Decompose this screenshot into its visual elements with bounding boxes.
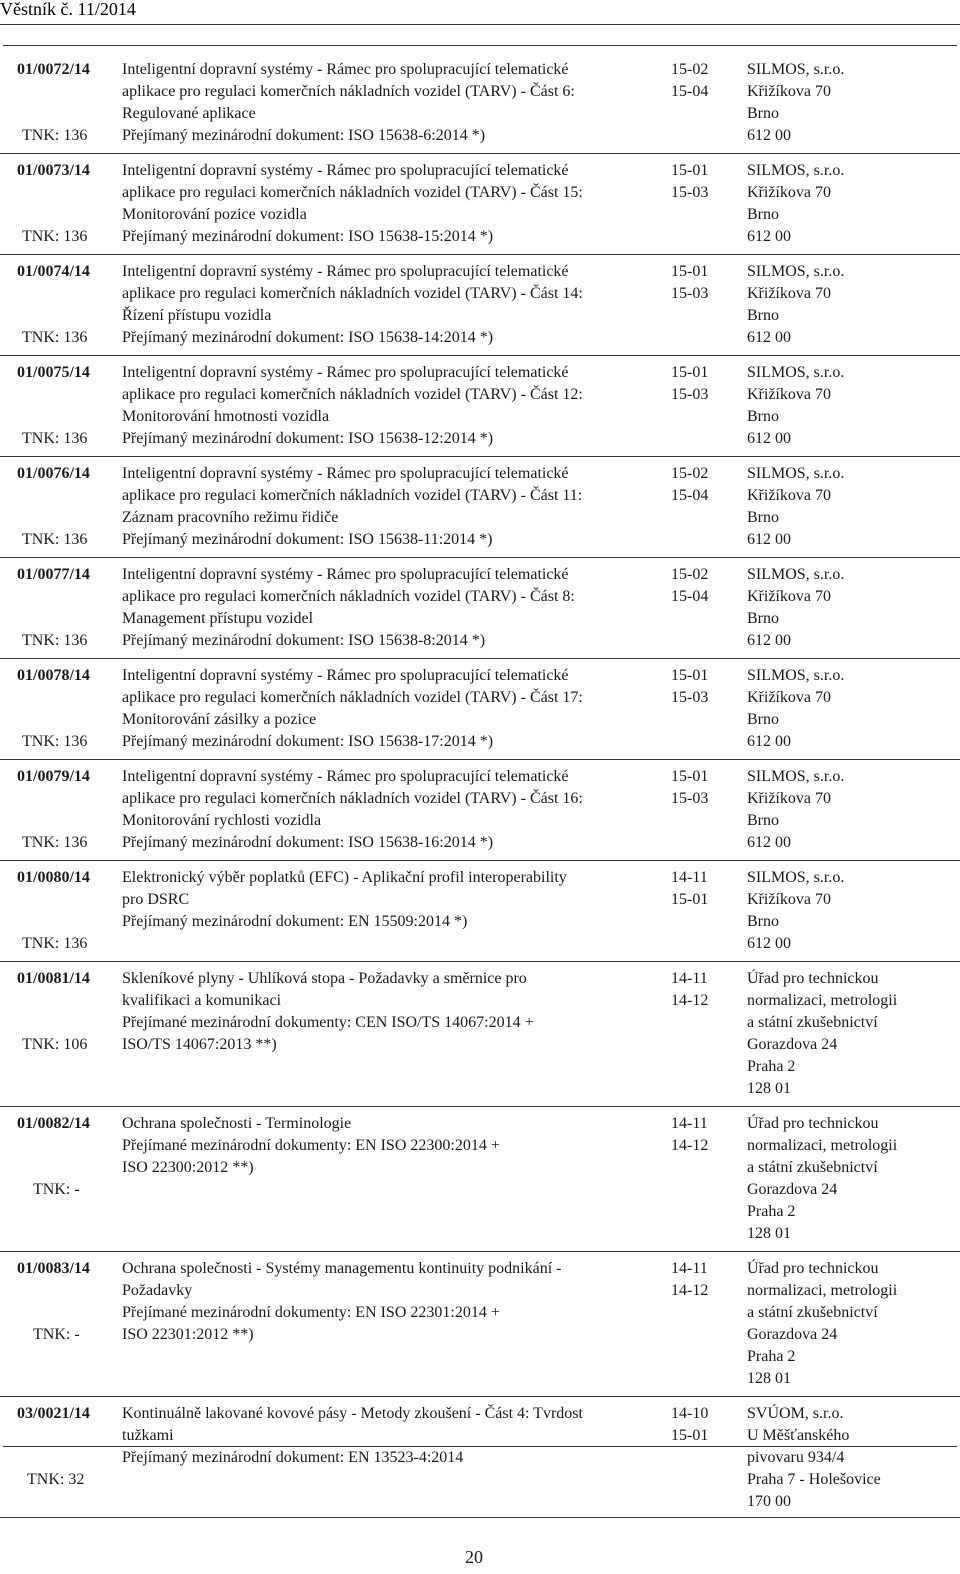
record-adopted-document: Přejímané mezinárodní dokumenty: EN ISO 22300:2014 + ISO 22300:2012 **) [122,1137,500,1176]
record-adopted-document: Přejímané mezinárodní dokumenty: CEN ISO/TS 14067:2014 + ISO/TS 14067:2013 **) [122,1014,534,1053]
record-row [0,59,960,154]
record-title: Ochrana společnosti - Systémy managementu kontinuity podnikání - Požadavky [122,1260,562,1299]
record-date: 15-03 [671,386,709,403]
address-line: U Měšťanského [747,1427,850,1444]
record-adopted-document: Přejímaný mezinárodní dokument: ISO 15638-8:2014 *) [122,632,486,649]
record-adopted-document: Přejímaný mezinárodní dokument: ISO 15638-16:2014 *) [122,834,494,851]
record-tnk: TNK: 136 [22,531,88,548]
record-date: 15-04 [671,83,709,100]
journal-header [0,0,136,22]
record-title: Elektronický výběr poplatků (EFC) - Aplikační profil interoperability pro DSRC [122,869,567,908]
record-dates [671,463,708,507]
record-number: 03/0021/14 [17,1405,90,1422]
record-date: 15-02 [671,566,709,583]
address-line: Křižíkova 70 [747,285,831,302]
record-adopted-document: Přejímaný mezinárodní dokument: ISO 15638-14:2014 *) [122,329,494,346]
record-tnk: TNK: 136 [22,228,88,245]
record-dates [671,564,708,608]
record-title: Skleníkové plyny - Uhlíková stopa - Požadavky a směrnice pro kvalifikaci a komunikaci [122,970,527,1009]
address-line: Křižíkova 70 [747,386,831,403]
record-tnk: TNK: 136 [22,632,88,649]
record-tnk: TNK: 106 [22,1036,88,1053]
record-tnk: TNK: - [33,1326,80,1343]
journal-title: Věstník č. 11/2014 [0,0,136,19]
record-tnk: TNK: 136 [22,834,88,851]
address-line: 128 01 [747,1080,791,1097]
table-bottom-rule [3,1446,957,1447]
record-title: Kontinuálně lakované kovové pásy - Metody zkoušení - Část 4: Tvrdost tužkami [122,1405,583,1444]
record-tnk: TNK: 136 [22,329,88,346]
address-line: Brno [747,105,779,122]
record-processor-address [747,1258,897,1390]
address-line: SILMOS, s.r.o. [747,768,845,785]
record-row [0,867,960,962]
record-number: 01/0078/14 [17,667,90,684]
record-dates [671,1113,708,1157]
record-title: Inteligentní dopravní systémy - Rámec pro spolupracující telematické aplikace pro regulaci komerčních nákladních vozidel (TARV) - Část 11: Záznam pracovního režimu řidiče [122,465,583,526]
address-line: Gorazdova 24 [747,1326,838,1343]
record-dates [671,160,708,204]
address-line: Praha 2 [747,1203,796,1220]
address-line: Praha 2 [747,1348,796,1365]
record-dates [671,1258,708,1302]
record-row [0,463,960,558]
address-line: a státní zkušebnictví [747,1159,878,1176]
record-dates [671,766,708,810]
address-line: Brno [747,711,779,728]
record-processor-address [747,665,844,753]
address-line: Gorazdova 24 [747,1181,838,1198]
record-row [0,564,960,659]
record-dates [671,59,708,103]
address-line: Gorazdova 24 [747,1036,838,1053]
record-adopted-document: Přejímaný mezinárodní dokument: EN 15509:2014 *) [122,913,468,930]
record-date: 14-12 [671,1282,709,1299]
record-number: 01/0072/14 [17,61,90,78]
address-line: Křižíkova 70 [747,588,831,605]
address-line: 612 00 [747,127,791,144]
address-line: Křižíkova 70 [747,689,831,706]
record-processor-address [747,59,844,147]
record-date: 15-01 [671,667,709,684]
record-date: 15-01 [671,768,709,785]
record-title: Inteligentní dopravní systémy - Rámec pro spolupracující telematické aplikace pro regulaci komerčních nákladních vozidel (TARV) - Část 17: Monitorování zásilky a pozice [122,667,583,728]
record-title: Inteligentní dopravní systémy - Rámec pro spolupracující telematické aplikace pro regulaci komerčních nákladních vozidel (TARV) - Část 12: Monitorování hmotnosti vozidla [122,364,583,425]
record-processor-address [747,867,844,955]
record-adopted-document: Přejímaný mezinárodní dokument: ISO 15638-17:2014 *) [122,733,494,750]
records-table [0,59,960,1518]
address-line: SILMOS, s.r.o. [747,162,845,179]
record-tnk: TNK: 136 [22,935,88,952]
record-date: 14-11 [671,869,708,886]
table-top-rule [3,45,957,46]
record-tnk: TNK: - [33,1181,80,1198]
record-dates [671,261,708,305]
record-processor-address [747,261,844,349]
record-date: 15-01 [671,364,709,381]
record-dates [671,362,708,406]
record-date: 15-03 [671,285,709,302]
address-line: SILMOS, s.r.o. [747,61,845,78]
record-number: 01/0083/14 [17,1260,90,1277]
record-row [0,968,960,1107]
record-number: 01/0076/14 [17,465,90,482]
record-number: 01/0077/14 [17,566,90,583]
record-date: 15-04 [671,588,709,605]
record-row [0,261,960,356]
address-line: Úřad pro technickou [747,970,879,987]
address-line: normalizaci, metrologii [747,992,898,1009]
record-title: Inteligentní dopravní systémy - Rámec pro spolupracující telematické aplikace pro regulaci komerčních nákladních vozidel (TARV) - Část 16: Monitorování rychlosti vozidla [122,768,583,829]
record-row [0,1113,960,1252]
record-title: Ochrana společnosti - Terminologie [122,1115,352,1132]
record-dates [671,968,708,1012]
record-processor-address [747,160,844,248]
address-line: pivovaru 934/4 [747,1449,845,1466]
address-line: Křižíkova 70 [747,184,831,201]
record-date: 14-11 [671,1115,708,1132]
address-line: Křižíkova 70 [747,790,831,807]
record-dates [671,867,708,911]
record-row [0,1258,960,1397]
record-number: 01/0079/14 [17,768,90,785]
record-tnk: TNK: 32 [27,1471,85,1488]
address-line: SILMOS, s.r.o. [747,869,845,886]
address-line: 612 00 [747,834,791,851]
record-processor-address [747,564,844,652]
address-line: Brno [747,307,779,324]
address-line: SILMOS, s.r.o. [747,263,845,280]
record-date: 15-04 [671,487,709,504]
record-processor-address [747,766,844,854]
address-line: 128 01 [747,1225,791,1242]
address-line: SILMOS, s.r.o. [747,465,845,482]
address-line: SVÚOM, s.r.o. [747,1405,844,1422]
header-rule [0,24,960,25]
address-line: 128 01 [747,1370,791,1387]
record-tnk: TNK: 136 [22,733,88,750]
address-line: Křižíkova 70 [747,487,831,504]
address-line: 612 00 [747,632,791,649]
address-line: 612 00 [747,430,791,447]
address-line: Brno [747,408,779,425]
record-title: Inteligentní dopravní systémy - Rámec pro spolupracující telematické aplikace pro regulaci komerčních nákladních vozidel (TARV) - Část 14: Řízení přístupu vozidla [122,263,583,324]
record-date: 15-03 [671,184,709,201]
record-adopted-document: Přejímaný mezinárodní dokument: ISO 15638-12:2014 *) [122,430,494,447]
address-line: Brno [747,206,779,223]
record-title: Inteligentní dopravní systémy - Rámec pro spolupracující telematické aplikace pro regulaci komerčních nákladních vozidel (TARV) - Část 15: Monitorování pozice vozidla [122,162,583,223]
record-date: 15-01 [671,263,709,280]
record-date: 15-02 [671,61,709,78]
record-processor-address [747,463,844,551]
record-date: 15-03 [671,689,709,706]
record-date: 15-01 [671,1427,709,1444]
record-number: 01/0082/14 [17,1115,90,1132]
record-row [0,665,960,760]
address-line: Úřad pro technickou [747,1260,879,1277]
address-line: 612 00 [747,228,791,245]
address-line: Brno [747,913,779,930]
record-dates [671,1403,708,1447]
record-adopted-document: Přejímané mezinárodní dokumenty: EN ISO 22301:2014 + ISO 22301:2012 **) [122,1304,500,1343]
address-line: SILMOS, s.r.o. [747,364,845,381]
record-tnk: TNK: 136 [22,127,88,144]
record-row [0,160,960,255]
address-line: Úřad pro technickou [747,1115,879,1132]
record-number: 01/0081/14 [17,970,90,987]
address-line: 612 00 [747,531,791,548]
record-row [0,1403,960,1518]
address-line: Praha 7 - Holešovice [747,1471,881,1488]
record-processor-address [747,1403,881,1513]
record-date: 15-02 [671,465,709,482]
record-processor-address [747,362,844,450]
record-number: 01/0073/14 [17,162,90,179]
address-line: a státní zkušebnictví [747,1014,878,1031]
address-line: SILMOS, s.r.o. [747,566,845,583]
address-line: a státní zkušebnictví [747,1304,878,1321]
record-adopted-document: Přejímaný mezinárodní dokument: ISO 15638-15:2014 *) [122,228,494,245]
address-line: Praha 2 [747,1058,796,1075]
address-line: normalizaci, metrologii [747,1282,898,1299]
record-adopted-document: Přejímaný mezinárodní dokument: EN 13523-4:2014 [122,1449,464,1466]
record-date: 14-11 [671,970,708,987]
address-line: 612 00 [747,935,791,952]
address-line: 170 00 [747,1493,791,1510]
address-line: normalizaci, metrologii [747,1137,898,1154]
record-adopted-document: Přejímaný mezinárodní dokument: ISO 15638-11:2014 *) [122,531,493,548]
record-date: 14-11 [671,1260,708,1277]
record-row [0,362,960,457]
address-line: Brno [747,509,779,526]
record-date: 15-01 [671,162,709,179]
record-dates [671,665,708,709]
address-line: SILMOS, s.r.o. [747,667,845,684]
record-number: 01/0080/14 [17,869,90,886]
address-line: 612 00 [747,329,791,346]
record-date: 14-10 [671,1405,709,1422]
record-row [0,766,960,861]
address-line: Brno [747,812,779,829]
record-date: 15-01 [671,891,709,908]
record-processor-address [747,968,897,1100]
record-date: 14-12 [671,1137,709,1154]
address-line: Brno [747,610,779,627]
record-number: 01/0075/14 [17,364,90,381]
record-processor-address [747,1113,897,1245]
address-line: Křižíkova 70 [747,83,831,100]
address-line: 612 00 [747,733,791,750]
record-date: 15-03 [671,790,709,807]
record-number: 01/0074/14 [17,263,90,280]
page-number: 20 [465,1547,483,1567]
record-adopted-document: Přejímaný mezinárodní dokument: ISO 15638-6:2014 *) [122,127,486,144]
record-tnk: TNK: 136 [22,430,88,447]
record-date: 14-12 [671,992,709,1009]
record-title: Inteligentní dopravní systémy - Rámec pro spolupracující telematické aplikace pro regulaci komerčních nákladních vozidel (TARV) - Část 6: Regulované aplikace [122,61,575,122]
record-title: Inteligentní dopravní systémy - Rámec pro spolupracující telematické aplikace pro regulaci komerčních nákladních vozidel (TARV) - Část 8: Management přístupu vozidel [122,566,575,627]
address-line: Křižíkova 70 [747,891,831,908]
